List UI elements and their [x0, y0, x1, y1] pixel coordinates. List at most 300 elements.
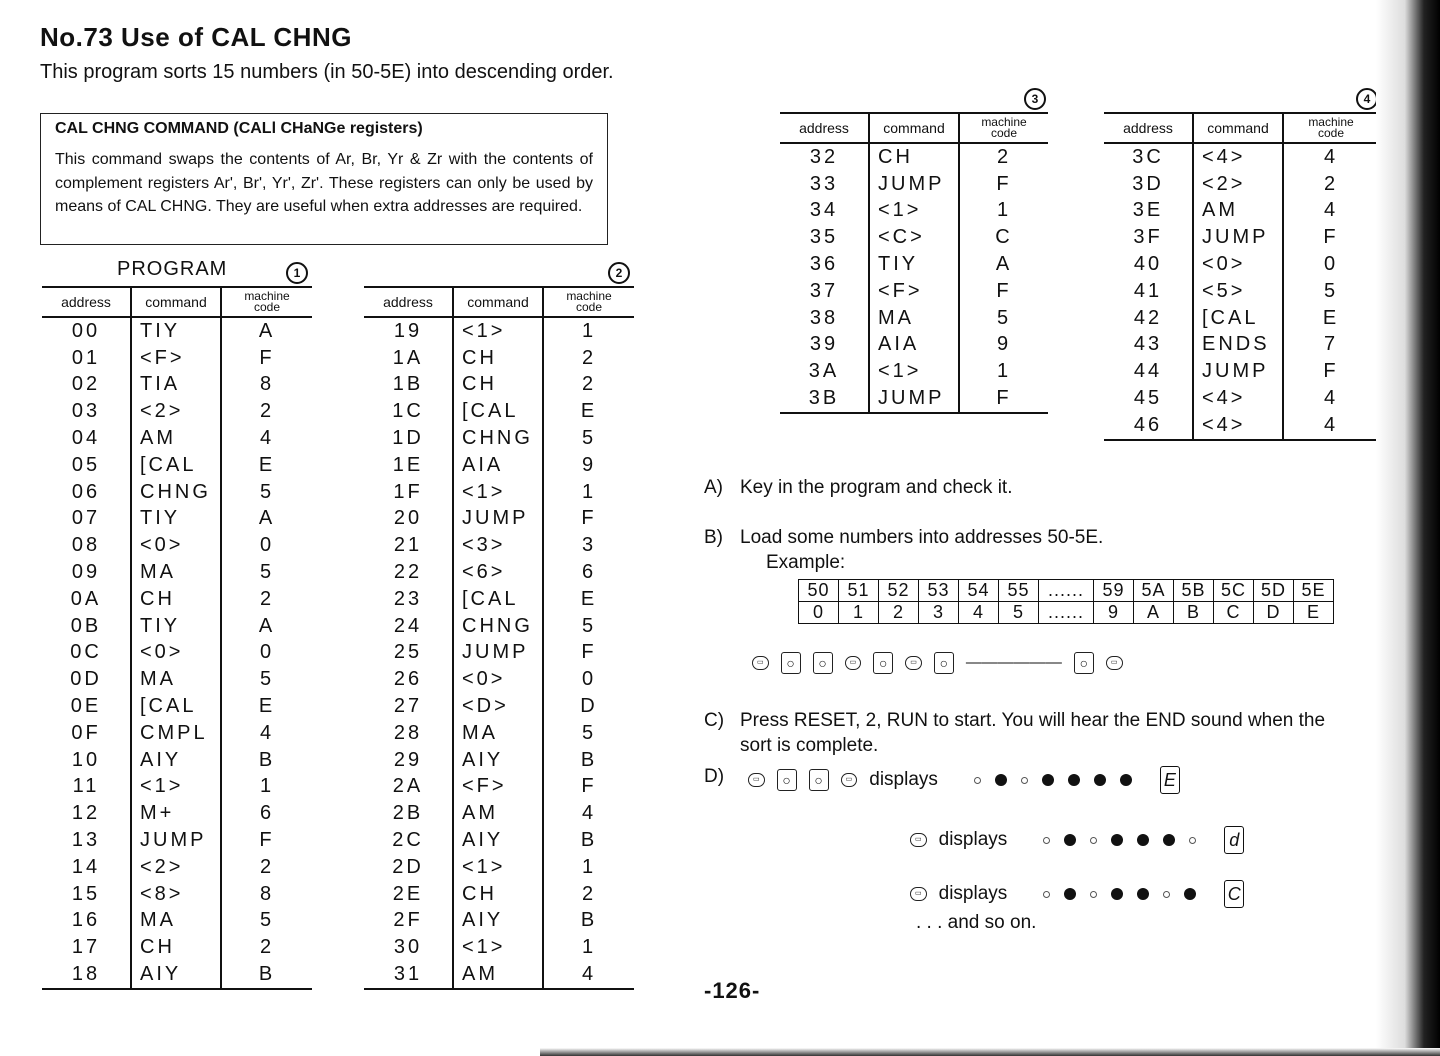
- segment-display-2: d: [1224, 826, 1244, 854]
- command-cell: AM: [453, 800, 543, 827]
- step-d-label: D): [704, 766, 725, 787]
- address-cell: 39: [780, 332, 869, 359]
- address-cell: 46: [1104, 412, 1193, 440]
- led-dots-3: [1043, 888, 1196, 900]
- step-c-label: C): [704, 710, 725, 731]
- machine-code-cell: 7: [1323, 333, 1339, 356]
- table-row: [364, 747, 634, 774]
- address-cell: 3E: [1104, 198, 1193, 225]
- address-header: address: [1104, 113, 1193, 143]
- displays-text: displays: [938, 829, 1008, 850]
- display-line-2: [910, 826, 1244, 854]
- machine-code-header: machine code: [543, 287, 634, 317]
- machine-code-cell: 0: [581, 668, 597, 691]
- machine-code-cell: B: [258, 748, 276, 771]
- command-cell: JUMP: [869, 171, 959, 198]
- command-cell: AM: [131, 425, 221, 452]
- machine-code-cell: D: [580, 695, 598, 718]
- table-row: [1104, 332, 1378, 359]
- machine-code-header: machine code: [221, 287, 312, 317]
- command-cell: CH: [869, 143, 959, 171]
- step-b-text: Load some numbers into addresses 50-5E.: [740, 527, 1104, 548]
- machine-code-cell: 5: [259, 909, 275, 932]
- command-cell: MA: [131, 908, 221, 935]
- address-cell: 26: [364, 666, 453, 693]
- address-cell: 09: [42, 559, 131, 586]
- address-header: address: [42, 287, 131, 317]
- table-row: [364, 961, 634, 989]
- address-cell: 50: [799, 580, 839, 602]
- machine-code-cell: 1: [581, 319, 597, 342]
- address-cell: 52: [879, 580, 919, 602]
- command-cell: [CAL: [453, 398, 543, 425]
- command-cell: <8>: [131, 881, 221, 908]
- command-cell: <0>: [131, 532, 221, 559]
- table-row: [42, 506, 312, 533]
- camera-key-icon: ○: [809, 769, 829, 791]
- command-header: command: [131, 287, 221, 317]
- machine-code-cell: 6: [581, 561, 597, 584]
- address-cell: 1D: [364, 425, 453, 452]
- table-row: [780, 305, 1048, 332]
- address-cell: 31: [364, 961, 453, 989]
- address-cell: 1C: [364, 398, 453, 425]
- machine-code-cell: 2: [581, 373, 597, 396]
- address-cell: 35: [780, 224, 869, 251]
- function-key-icon: ▭: [841, 773, 858, 787]
- command-cell: AM: [453, 961, 543, 989]
- camera-key-icon: ○: [781, 652, 801, 674]
- command-cell: <C>: [869, 224, 959, 251]
- machine-code-cell: F: [1323, 360, 1339, 383]
- table-row: [42, 345, 312, 372]
- address-cell: 5B: [1174, 580, 1214, 602]
- table-row: [1104, 305, 1378, 332]
- table-row: [1104, 385, 1378, 412]
- machine-code-cell: 1: [581, 480, 597, 503]
- led-dots-2: [1043, 834, 1196, 846]
- led-dots-1: [974, 774, 1132, 786]
- reset-key-icon: ▭: [752, 656, 769, 670]
- table-row: [42, 881, 312, 908]
- machine-code-cell: 5: [259, 668, 275, 691]
- command-cell: CH: [453, 372, 543, 399]
- machine-code-cell: 5: [1323, 279, 1339, 302]
- command-cell: AM: [1193, 198, 1283, 225]
- machine-code-cell: F: [259, 829, 275, 852]
- address-cell: 3B: [780, 385, 869, 413]
- machine-code-cell: 2: [581, 882, 597, 905]
- command-cell: ENDS: [1193, 332, 1283, 359]
- table-row: [364, 398, 634, 425]
- machine-code-cell: 2: [259, 855, 275, 878]
- command-cell: <1>: [131, 774, 221, 801]
- command-cell: <1>: [869, 358, 959, 385]
- command-cell: <4>: [1193, 385, 1283, 412]
- table-row: [1104, 224, 1378, 251]
- function-key-icon: ▭: [1106, 656, 1123, 670]
- command-cell: CMPL: [131, 720, 221, 747]
- command-header: command: [869, 113, 959, 143]
- value-row: [799, 602, 1334, 624]
- value-cell: 2: [879, 602, 919, 624]
- address-cell: 37: [780, 278, 869, 305]
- command-cell: JUMP: [453, 640, 543, 667]
- value-cell: E: [1294, 602, 1334, 624]
- command-header: command: [453, 287, 543, 317]
- address-cell: 2B: [364, 800, 453, 827]
- address-cell: 04: [42, 425, 131, 452]
- address-cell: 3D: [1104, 171, 1193, 198]
- address-cell: 10: [42, 747, 131, 774]
- function-key-icon: ▭: [748, 773, 765, 787]
- table-row: [1104, 143, 1378, 171]
- program-table-4: [1104, 112, 1378, 441]
- command-cell: JUMP: [1193, 224, 1283, 251]
- command-cell: MA: [869, 305, 959, 332]
- address-cell: 28: [364, 720, 453, 747]
- table-row: [42, 827, 312, 854]
- segment-display-1: E: [1160, 766, 1180, 794]
- address-cell: 24: [364, 613, 453, 640]
- step-a-label: A): [704, 477, 723, 498]
- address-cell: 2C: [364, 827, 453, 854]
- machine-code-cell: 6: [259, 802, 275, 825]
- value-cell: A: [1134, 602, 1174, 624]
- address-cell: 23: [364, 586, 453, 613]
- command-cell: CH: [453, 881, 543, 908]
- table-row: [1104, 278, 1378, 305]
- machine-code-cell: F: [996, 172, 1012, 195]
- address-cell: 0A: [42, 586, 131, 613]
- command-cell: MA: [131, 559, 221, 586]
- value-cell: 3: [919, 602, 959, 624]
- machine-code-header: machine code: [959, 113, 1048, 143]
- command-info-box: [40, 113, 608, 245]
- address-cell: 17: [42, 934, 131, 961]
- machine-code-cell: 5: [259, 561, 275, 584]
- page-title: No.73 Use of CAL CHNG: [40, 22, 352, 52]
- address-cell: 14: [42, 854, 131, 881]
- function-key-icon: ▭: [910, 887, 927, 901]
- address-cell: 55: [999, 580, 1039, 602]
- machine-code-cell: 3: [581, 534, 597, 557]
- table-row: [780, 171, 1048, 198]
- address-cell: 54: [959, 580, 999, 602]
- table-row: [364, 532, 634, 559]
- step-d-sequence: [748, 766, 1180, 794]
- machine-code-cell: 4: [1323, 387, 1339, 410]
- address-cell: 12: [42, 800, 131, 827]
- camera-key-icon: ○: [777, 769, 797, 791]
- table-row: [364, 774, 634, 801]
- table-row: [42, 720, 312, 747]
- table-number-1: 1: [286, 262, 308, 284]
- machine-code-cell: 2: [581, 346, 597, 369]
- address-cell: 32: [780, 143, 869, 171]
- machine-code-cell: F: [1323, 226, 1339, 249]
- machine-code-cell: B: [580, 909, 598, 932]
- program-table-2: [364, 286, 634, 990]
- table-number-3: 3: [1024, 88, 1046, 110]
- table-row: [42, 372, 312, 399]
- command-cell: <F>: [869, 278, 959, 305]
- address-cell: 0B: [42, 613, 131, 640]
- machine-code-cell: 4: [259, 721, 275, 744]
- address-cell: 5E: [1294, 580, 1334, 602]
- table-row: [364, 908, 634, 935]
- address-cell: 42: [1104, 305, 1193, 332]
- table-row: [42, 693, 312, 720]
- displays-text: displays: [938, 883, 1008, 904]
- table-row: [42, 747, 312, 774]
- address-cell: 2E: [364, 881, 453, 908]
- address-cell: 29: [364, 747, 453, 774]
- command-cell: AIY: [131, 747, 221, 774]
- command-cell: <F>: [131, 345, 221, 372]
- table-row: [42, 613, 312, 640]
- command-cell: <1>: [453, 479, 543, 506]
- machine-code-cell: 2: [996, 145, 1012, 168]
- value-cell: 4: [959, 602, 999, 624]
- machine-code-cell: 1: [996, 199, 1012, 222]
- table-row: [780, 251, 1048, 278]
- machine-code-cell: F: [581, 775, 597, 798]
- machine-code-cell: 0: [1323, 253, 1339, 276]
- camera-key-icon: ○: [813, 652, 833, 674]
- table-row: [364, 720, 634, 747]
- step-c-text: Press RESET, 2, RUN to start. You will hear the END sound when the sort is complete.: [740, 710, 1326, 756]
- address-cell: 20: [364, 506, 453, 533]
- machine-code-cell: E: [1322, 306, 1340, 329]
- command-cell: AIA: [453, 452, 543, 479]
- value-cell: 1: [839, 602, 879, 624]
- address-cell: 05: [42, 452, 131, 479]
- address-cell: 21: [364, 532, 453, 559]
- command-cell: <3>: [453, 532, 543, 559]
- command-cell: <5>: [1193, 278, 1283, 305]
- address-cell: 27: [364, 693, 453, 720]
- command-cell: JUMP: [869, 385, 959, 413]
- command-cell: <0>: [1193, 251, 1283, 278]
- command-cell: <D>: [453, 693, 543, 720]
- machine-code-cell: B: [221, 961, 312, 989]
- value-cell: 9: [1094, 602, 1134, 624]
- command-cell: [CAL: [1193, 305, 1283, 332]
- address-cell: 5A: [1134, 580, 1174, 602]
- table-row: [42, 398, 312, 425]
- command-cell: <6>: [453, 559, 543, 586]
- machine-code-cell: 1: [581, 855, 597, 878]
- step-a-text: Key in the program and check it.: [740, 477, 1013, 498]
- command-cell: JUMP: [131, 827, 221, 854]
- address-cell: 01: [42, 345, 131, 372]
- table-row: [364, 693, 634, 720]
- table-row: [42, 934, 312, 961]
- machine-code-cell: 2: [259, 400, 275, 423]
- camera-key-icon: ○: [1074, 652, 1094, 674]
- table-row: [364, 640, 634, 667]
- machine-code-cell: 5: [581, 721, 597, 744]
- address-cell: ......: [1039, 580, 1094, 602]
- table-row: [364, 586, 634, 613]
- machine-code-header: machine code: [1283, 113, 1378, 143]
- step-b-label: B): [704, 527, 723, 548]
- command-cell: JUMP: [1193, 358, 1283, 385]
- page-bottom-edge: [540, 1048, 1440, 1056]
- address-cell: 00: [42, 317, 131, 345]
- program-table-3: [780, 112, 1048, 414]
- example-label: Example:: [766, 552, 846, 573]
- dash-line-icon: ——————: [965, 654, 1062, 671]
- step-a: [704, 477, 1012, 499]
- table-number-2: 2: [608, 262, 630, 284]
- command-cell: TIY: [869, 251, 959, 278]
- command-cell: CHNG: [131, 479, 221, 506]
- address-cell: 3C: [1104, 143, 1193, 171]
- command-cell: AIY: [131, 961, 221, 989]
- machine-code-cell: 8: [259, 882, 275, 905]
- command-cell: TIY: [131, 317, 221, 345]
- function-key-icon: ▭: [905, 656, 922, 670]
- table-row: [42, 532, 312, 559]
- table-row: [42, 559, 312, 586]
- step-b: [704, 527, 1103, 549]
- address-cell: 5C: [1214, 580, 1254, 602]
- command-cell: CH: [453, 345, 543, 372]
- address-cell: 53: [919, 580, 959, 602]
- address-cell: 44: [1104, 358, 1193, 385]
- table-row: [780, 198, 1048, 225]
- address-cell: 51: [839, 580, 879, 602]
- box-title: CAL CHNG COMMAND (CALl CHaNGe registers): [55, 120, 423, 137]
- address-cell: 18: [42, 961, 131, 989]
- command-cell: [CAL: [131, 693, 221, 720]
- address-cell: 33: [780, 171, 869, 198]
- machine-code-cell: 0: [259, 641, 275, 664]
- table-row: [42, 586, 312, 613]
- box-text: This command swaps the contents of Ar, Br, Yr & Zr with the contents of complement registers Ar', Br', Yr', Zr'. These registers can only be used by means of CAL CHNG. They are useful when extra addresses are required.: [55, 151, 593, 215]
- machine-code-cell: 5: [996, 306, 1012, 329]
- table-row: [1104, 198, 1378, 225]
- table-row: [364, 425, 634, 452]
- machine-code-cell: 1: [996, 360, 1012, 383]
- table-row: [42, 452, 312, 479]
- page-edge-shadow: [1376, 0, 1440, 1056]
- and-so-on-text: . . . and so on.: [916, 912, 1037, 933]
- machine-code-cell: B: [580, 748, 598, 771]
- machine-code-cell: A: [995, 253, 1013, 276]
- machine-code-cell: F: [581, 507, 597, 530]
- machine-code-cell: 2: [259, 936, 275, 959]
- command-cell: MA: [131, 666, 221, 693]
- machine-code-cell: 2: [259, 587, 275, 610]
- address-cell: 13: [42, 827, 131, 854]
- command-cell: <0>: [453, 666, 543, 693]
- table-row: [364, 479, 634, 506]
- address-header: address: [364, 287, 453, 317]
- address-cell: 38: [780, 305, 869, 332]
- command-cell: AIY: [453, 747, 543, 774]
- value-cell: C: [1214, 602, 1254, 624]
- address-row: [799, 580, 1334, 602]
- command-cell: <0>: [131, 640, 221, 667]
- machine-code-cell: E: [580, 587, 598, 610]
- page-number: -126-: [704, 978, 761, 1003]
- program-table-1: [42, 286, 312, 990]
- command-cell: <2>: [131, 398, 221, 425]
- address-cell: 43: [1104, 332, 1193, 359]
- table-row: [42, 854, 312, 881]
- table-row: [364, 506, 634, 533]
- address-cell: 34: [780, 198, 869, 225]
- command-cell: AIA: [869, 332, 959, 359]
- address-cell: 08: [42, 532, 131, 559]
- machine-code-cell: A: [258, 319, 276, 342]
- address-cell: 0D: [42, 666, 131, 693]
- address-cell: 3F: [1104, 224, 1193, 251]
- address-cell: 40: [1104, 251, 1193, 278]
- address-cell: 59: [1094, 580, 1134, 602]
- command-cell: CH: [131, 586, 221, 613]
- table-row: [1104, 251, 1378, 278]
- program-label: PROGRAM: [117, 258, 228, 280]
- table-row: [364, 800, 634, 827]
- table-row: [42, 961, 312, 989]
- address-cell: 0C: [42, 640, 131, 667]
- machine-code-cell: 1: [581, 936, 597, 959]
- table-row: [364, 854, 634, 881]
- machine-code-cell: 5: [581, 614, 597, 637]
- address-cell: 45: [1104, 385, 1193, 412]
- machine-code-cell: 4: [1283, 412, 1378, 440]
- table-row: [364, 559, 634, 586]
- address-cell: 03: [42, 398, 131, 425]
- machine-code-cell: 5: [259, 480, 275, 503]
- table-row: [364, 345, 634, 372]
- function-key-icon: ▭: [845, 656, 862, 670]
- table-row: [364, 881, 634, 908]
- table-row: [42, 425, 312, 452]
- machine-code-cell: 5: [581, 427, 597, 450]
- address-cell: 5D: [1254, 580, 1294, 602]
- address-cell: 11: [42, 774, 131, 801]
- command-cell: <4>: [1193, 412, 1283, 440]
- address-cell: 36: [780, 251, 869, 278]
- address-cell: 2F: [364, 908, 453, 935]
- machine-code-cell: 9: [581, 453, 597, 476]
- table-row: [780, 358, 1048, 385]
- machine-code-cell: F: [259, 346, 275, 369]
- table-row: [780, 143, 1048, 171]
- camera-key-icon: ○: [873, 652, 893, 674]
- command-cell: <4>: [1193, 143, 1283, 171]
- machine-code-cell: 0: [259, 534, 275, 557]
- table-row: [42, 774, 312, 801]
- machine-code-cell: 4: [1323, 199, 1339, 222]
- machine-code-cell: F: [996, 279, 1012, 302]
- address-cell: 30: [364, 934, 453, 961]
- command-cell: <1>: [869, 198, 959, 225]
- table-number-4: 4: [1356, 88, 1378, 110]
- machine-code-cell: B: [580, 829, 598, 852]
- address-cell: 0F: [42, 720, 131, 747]
- address-cell: 02: [42, 372, 131, 399]
- machine-code-cell: 8: [259, 373, 275, 396]
- table-row: [42, 479, 312, 506]
- address-cell: 22: [364, 559, 453, 586]
- display-line-3: [910, 880, 1244, 908]
